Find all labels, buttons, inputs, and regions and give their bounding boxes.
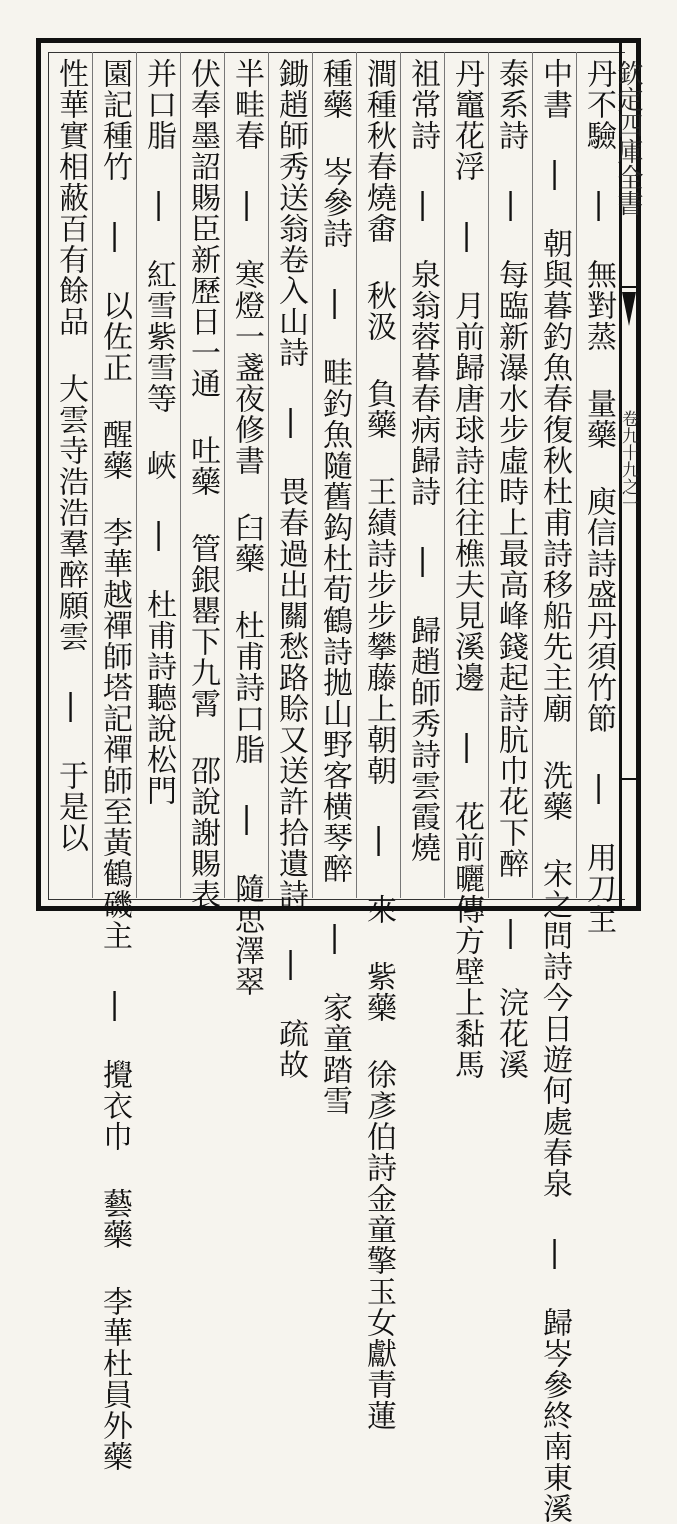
column-rule <box>92 52 93 898</box>
text-column-3: 泰系詩 | 每臨新瀑水步虛時上最高峰錢起詩肮巾花下醉 | 浣花溪 <box>493 58 528 1080</box>
column-rule <box>180 52 181 898</box>
column-rule <box>356 52 357 898</box>
column-rule <box>532 52 533 898</box>
fishtail-rule <box>619 286 639 288</box>
fishtail-mark <box>622 292 636 326</box>
fishtail-rule-lower <box>619 778 639 780</box>
text-column-12: 園記種竹 | 以佐正 醒藥 李華越禪師塔記禪師至黃鶴磯主 | 攪衣巾 藝藥 李華杜員外藥 <box>97 58 132 1472</box>
margin-book-title: 欽定四庫全書 <box>613 60 643 216</box>
column-rule <box>488 52 489 898</box>
column-rule <box>268 52 269 898</box>
text-column-10: 伏奉墨詔賜臣新歷日一通 吐藥 管銀罌下九霄 邵說謝賜表 <box>185 58 220 910</box>
column-rule <box>136 52 137 898</box>
column-rule <box>400 52 401 898</box>
text-column-4: 丹竈花浮 | 月前歸唐球詩往往樵夫見溪邊 | 花前曬傳方壁上黏馬 <box>449 58 484 1080</box>
column-rule <box>576 52 577 898</box>
text-column-13: 性華實相蔽百有餘品 大雲寺浩浩羣醉願雲 | 于是以 <box>53 58 88 853</box>
text-column-8: 鋤趙師秀送翁卷入山詩 | 畏春過出關愁路賒又送許拾遺詩 | 疏故 <box>273 58 308 1080</box>
column-rule <box>224 52 225 898</box>
column-rule <box>312 52 313 898</box>
text-column-11: 并口脂 | 紅雪紫雪等 峽 | 杜甫詩聽說松門 <box>141 58 176 806</box>
text-column-1: 丹不驗 | 無對蒸 量藥 庾信詩盛丹須竹節 | 用刀主 <box>581 58 616 935</box>
text-column-5: 祖常詩 | 泉翁蓉暮春病歸詩 | 歸趙師秀詩雲霞燒 <box>405 58 440 863</box>
text-column-7: 種藥 岑參詩 | 畦釣魚隨舊鈎杜荀鶴詩拋山野客横琴醉 | 家童踏雪 <box>317 58 352 1116</box>
column-rule <box>444 52 445 898</box>
text-column-6: 澗種秋春燒畬 秋汲 負藥 王績詩步步攀藤上朝朝 | 來 紫藥 徐彥伯詩金童擎玉女獻青蓮 <box>361 58 396 1431</box>
text-column-9: 半畦春 | 寒燈一盞夜修書 臼藥 杜甫詩口脂 | 隨思澤翠 <box>229 58 264 997</box>
margin-juan-number: 卷九十九之一 <box>618 410 638 512</box>
text-column-2: 中書 | 朝與暮釣魚春復秋杜甫詩移船先主廟 洗藥 宋之問詩今日遊何處春泉 | 歸岑參終南東溪 <box>537 58 572 1524</box>
